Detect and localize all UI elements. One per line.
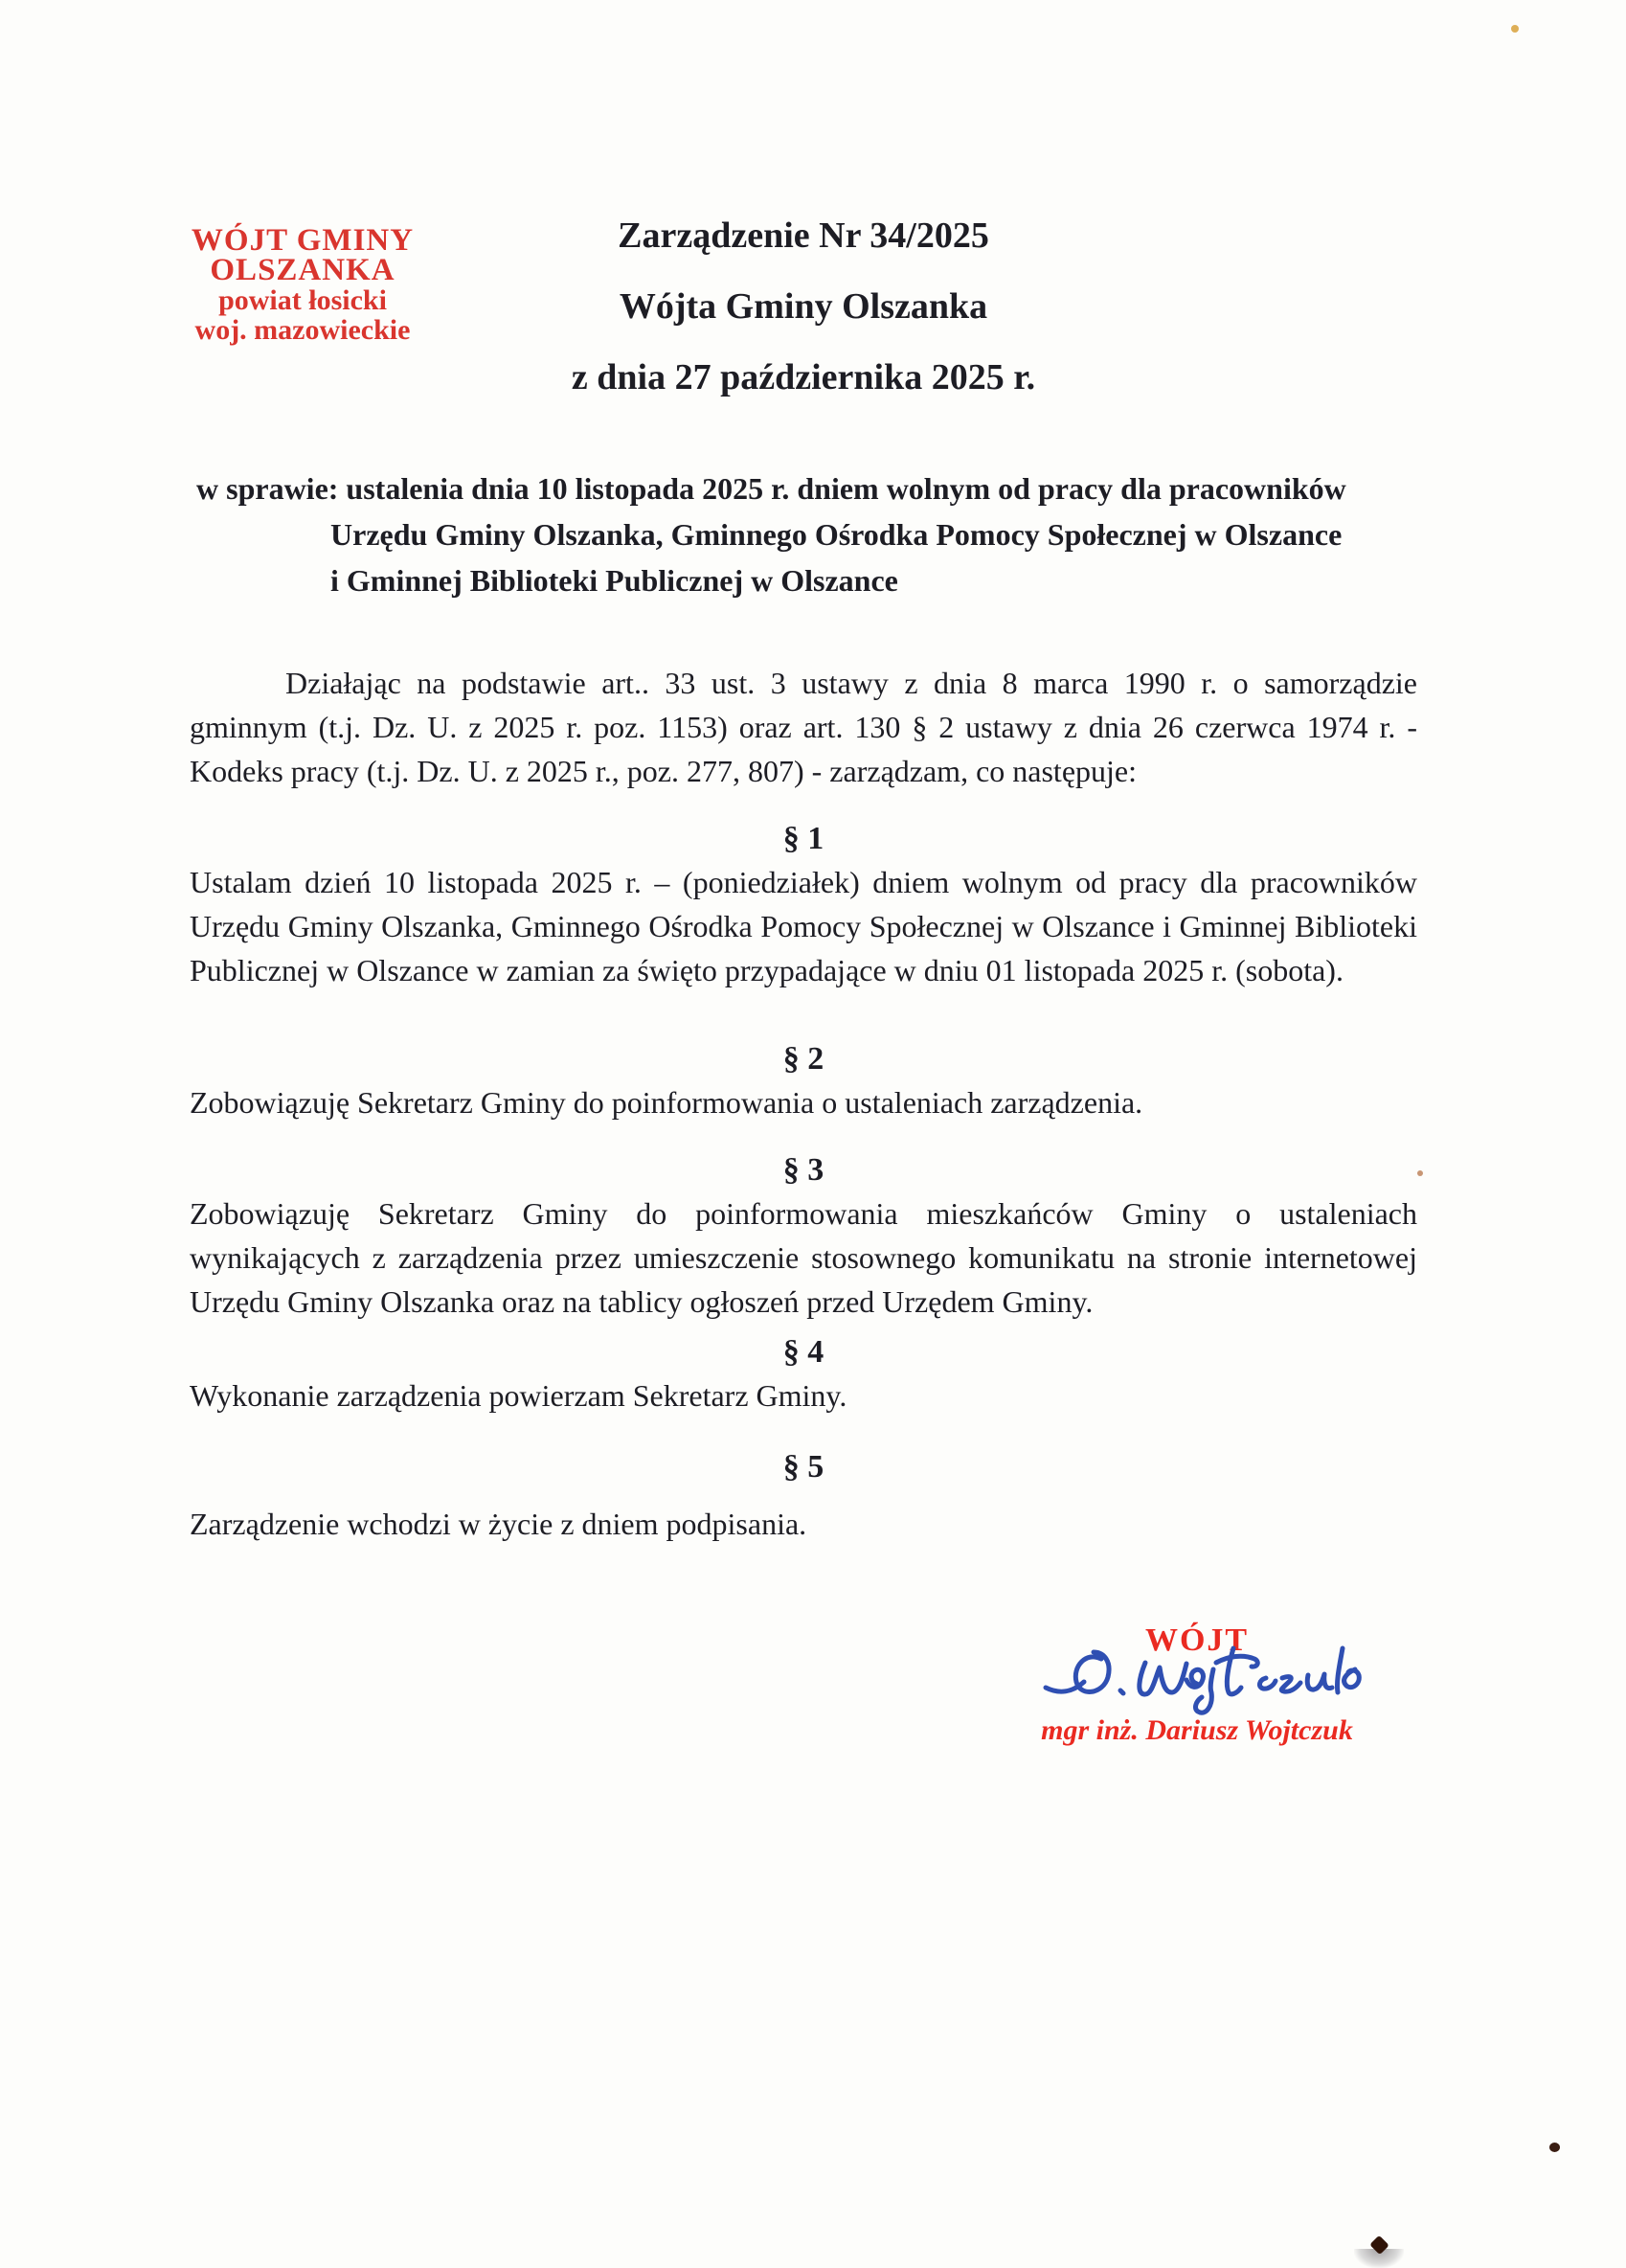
section-1-heading: § 1 [782,821,824,856]
signature-block [986,1622,1408,1776]
stamp-line: powiat łosicki [218,284,387,316]
subject-line-1: w sprawie: ustalenia dnia 10 listopada 2025 r. dniem wolnym od pracy dla pracowników [196,471,1346,506]
section-5 [190,1448,1417,1546]
subject-line-2: Urzędu Gminy Olszanka, Gminnego Ośrodka Pomocy Społecznej w Olszance [330,517,1343,552]
signature-title-stamp: WÓJT [1144,1622,1250,1658]
subject-line-3: i Gminnej Biblioteki Publicznej w Olszance [330,563,898,598]
scan-speck [1511,25,1519,33]
scan-speck [1549,2143,1560,2152]
ordinance-number: Zarządzenie Nr 34/2025 [618,215,989,256]
legal-basis-paragraph: Działając na podstawie art.. 33 ust. 3 ustawy z dnia 8 marca 1990 r. o samorządzie gminnym (t.j. Dz. U. z 2025 r. poz. 1153) oraz art. 130 § 2 ustawy z dnia 26 czerwca 1974 r. - Kodeks pracy (t.j. Dz. U. z 2025 r., poz. 277, 807) - zarządzam, co następuje: [190,666,1417,788]
ordinance-issuer: Wójta Gminy Olszanka [619,286,988,327]
signature-name-stamp: mgr inż. Dariusz Wojtczuk [1041,1714,1353,1746]
scan-speck [1417,1170,1423,1176]
section-5-heading: § 5 [782,1449,824,1485]
section-2-heading: § 2 [782,1041,824,1077]
section-3-body: Zobowiązuję Sekretarz Gminy do poinformowania mieszkańców Gminy o ustaleniach wynikających z zarządzenia przez umieszczenie stosownego komunikatu na stronie internetowej Urzędu Gminy Olszanka oraz na tablicy ogłoszeń przed Urzędem Gminy. [190,1196,1417,1319]
section-2 [190,1040,1417,1124]
ordinance-date: z dnia 27 października 2025 r. [571,357,1036,397]
section-5-body: Zarządzenie wchodzi w życie z dniem podpisania. [190,1507,807,1541]
section-1-body: Ustalam dzień 10 listopada 2025 r. – (poniedziałek) dniem wolnym od pracy dla pracowników Urzędu Gminy Olszanka, Gminnego Ośrodka Pomocy Społecznej w Olszance i Gminnej Biblioteki Publicznej w Olszance w zamian za święto przypadające w dniu 01 listopada 2025 r. (sobota). [190,865,1417,987]
section-3-heading: § 3 [782,1152,824,1188]
section-4-heading: § 4 [782,1334,824,1370]
section-2-body: Zobowiązuję Sekretarz Gminy do poinformowania o ustaleniach zarządzenia. [190,1085,1143,1120]
section-4-body: Wykonanie zarządzenia powierzam Sekretarz Gminy. [190,1378,847,1413]
subject-clause [196,465,1479,603]
stamp-line: woj. mazowieckie [194,314,411,346]
stamp-line: WÓJT GMINY [191,223,415,258]
stamp-line: OLSZANKA [210,253,395,287]
document-title-block [190,215,1417,427]
section-3 [190,1151,1417,1324]
section-4 [190,1333,1417,1418]
section-1 [190,820,1417,992]
